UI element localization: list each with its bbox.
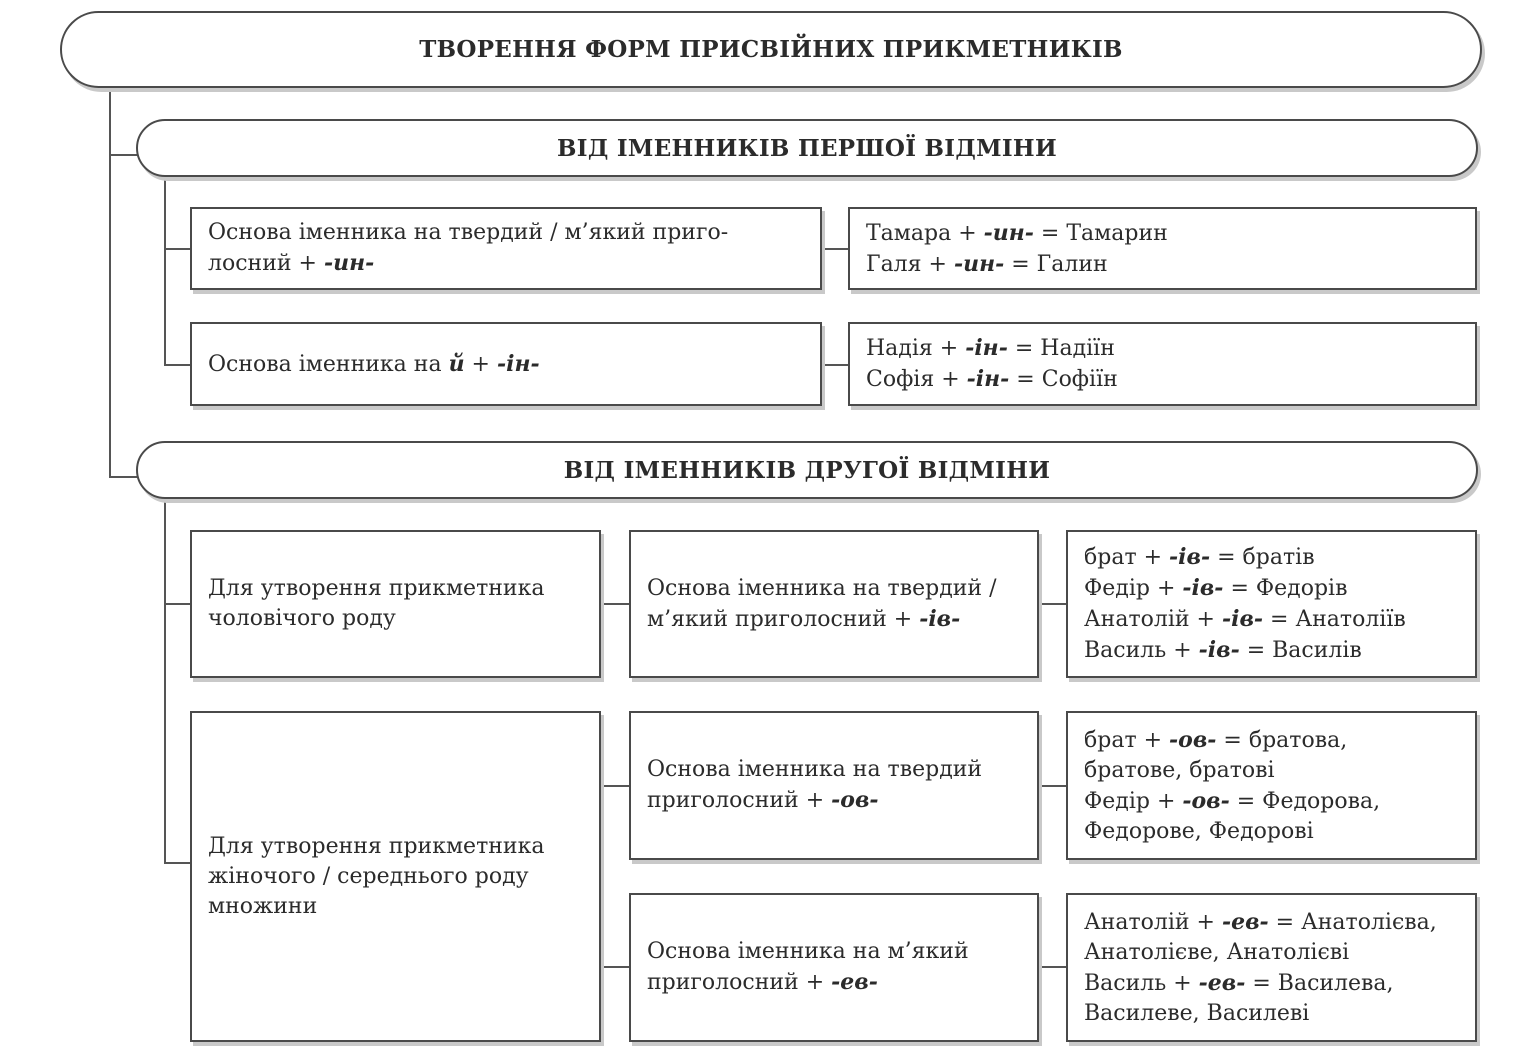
masc-line1: Для утворення прикметника [208,576,545,601]
first-rule-1 [190,207,822,290]
ex-suffix: -ів- [1182,575,1224,601]
second-heading-text: ВІД ІМЕННИКІВ ДРУГОЇ ВІДМІНИ [563,456,1051,484]
first-rule-2 [190,322,822,406]
second-branch-1 [164,603,191,605]
ex-post: = Софіїн [1009,367,1118,392]
second-trunk [164,496,166,864]
soft-consonant-examples [1066,893,1477,1042]
second-branch-2 [164,862,191,864]
masc-rule-line1: Основа іменника на твердий / [647,575,997,601]
ex-post: = Анатолієва, [1268,909,1437,935]
example-halya [866,249,1459,280]
ex-suffix: -ів- [1169,544,1211,570]
hard-consonant-rule [629,711,1039,860]
fem-line1: Для утворення прикметника [208,833,545,859]
ex-post: = братів [1210,545,1315,570]
ex-pre: Тамара + [866,220,984,246]
example-nadiya [866,333,1459,364]
example-tamara [866,218,1459,249]
ex-suffix: -ев- [1221,908,1269,935]
ex-post: = Василів [1239,638,1362,663]
trunk-line [109,86,111,477]
example-vasyl-ev [1084,968,1459,999]
rule-letter: й [448,350,465,377]
ex-post: = братова, [1216,727,1348,753]
ex-post: = Надіїн [1007,336,1115,361]
masculine-rule [629,530,1039,678]
example-vasyl-iv [1084,635,1459,666]
ex-pre: Галя + [866,251,954,277]
fem-line3: множини [208,893,318,919]
ex-pre: Василь + [1084,638,1199,663]
suffix-ov: -ов- [831,787,879,813]
ex-post: = Тамарин [1033,220,1168,246]
fem-split [601,785,603,967]
first-example-2 [848,322,1477,406]
rule-pre: приголосний + [647,970,832,995]
ex-suffix: -ін- [966,366,1010,392]
ex-suffix: -ов- [1169,726,1217,753]
ex-post: = Анатоліїв [1263,607,1406,632]
soft-rule-line1: Основа іменника на м’який [647,939,969,964]
masculine-box [190,530,601,678]
first-rule-1-pre: лосний + [208,251,324,276]
ex-post: = Федорів [1223,576,1348,601]
first-declension-heading [136,119,1478,177]
first-rule-1-line1: Основа іменника на твердий / м’який приго- [208,220,729,245]
ex-pre: Федір + [1084,576,1183,601]
fem-line2: жіночого / середнього роду [208,863,529,889]
main-title [60,11,1482,88]
rule-pre: приголосний + [647,788,832,813]
first-branch-1 [164,248,191,250]
first-link-2 [822,364,849,366]
rule-pre: Основа іменника на [208,351,449,377]
hard-link [1039,785,1067,787]
hard-rule-line1: Основа іменника на твердий [647,757,983,782]
hard-consonant-examples [1066,711,1477,860]
example-brat-iv [1084,542,1459,573]
first-heading-text: ВІД ІМЕННИКІВ ПЕРШОЇ ВІДМІНИ [557,134,1057,162]
second-declension-heading [136,441,1478,499]
example-sofiya [866,364,1459,395]
suffix-iv: -ів- [919,605,961,632]
main-title-text: ТВОРЕННЯ ФОРМ ПРИСВІЙНИХ ПРИКМЕТНИКІВ [419,36,1123,63]
branch-first [109,154,138,156]
first-branch-2 [164,364,191,366]
ex-pre: Анатолій + [1084,909,1222,935]
ex-suffix: -ів- [1221,606,1264,632]
ex-pre: Федір + [1084,788,1183,814]
example-fedir-forms: Федорове, Федорові [1084,818,1314,844]
example-brat-ov [1084,725,1459,756]
example-anatoliy-ev [1084,907,1459,938]
example-brat-forms: братове, братові [1084,757,1275,783]
ex-suffix: -ов- [1182,787,1230,814]
first-example-1 [848,207,1477,290]
ex-post: = Галин [1004,251,1108,277]
first-rule-1-line2 [208,248,804,279]
first-rule-2-line [208,349,804,380]
ex-suffix: -ев- [1198,969,1246,996]
soft-link [1039,966,1067,968]
branch-second [109,476,138,478]
ex-pre: брат + [1084,545,1170,570]
ex-suffix: -ин- [953,250,1005,277]
masc-line2: чоловічого роду [208,606,396,631]
example-anatoliy-iv [1084,604,1459,635]
ex-pre: Анатолій + [1084,607,1222,632]
feminine-box [190,711,601,1042]
ex-suffix: -ін- [965,335,1008,361]
ex-pre: брат + [1084,727,1170,753]
ex-post: = Федорова, [1229,788,1381,814]
first-trunk [164,174,166,365]
rule-pre: м’який приголосний + [647,606,920,632]
example-fedir-iv [1084,573,1459,604]
example-anatoliy-forms: Анатолієве, Анатолієві [1084,939,1350,965]
suffix-ev: -ев- [831,969,878,995]
rule-mid: + [464,351,497,377]
example-vasyl-forms: Василеве, Василеві [1084,1000,1310,1026]
example-fedir-ov [1084,786,1459,817]
ex-suffix: -ин- [983,219,1034,246]
soft-consonant-rule [629,893,1039,1042]
soft-rule-line2 [647,967,1021,998]
first-link-1 [822,248,849,250]
masculine-examples [1066,530,1477,678]
masc-rule-line2 [647,604,1021,635]
ex-pre: Василь + [1084,970,1199,996]
fem-link-2 [601,966,630,968]
hard-rule-line2 [647,785,1021,816]
suffix-in: -ин- [323,250,375,276]
masc-link-1 [601,603,630,605]
suffix-in-i: -ін- [496,350,540,377]
masc-link-2 [1039,603,1067,605]
ex-pre: Софія + [866,367,967,392]
ex-post: = Василева, [1245,970,1394,996]
ex-suffix: -ів- [1198,637,1240,663]
fem-link-1 [601,785,630,787]
ex-pre: Надія + [866,336,966,361]
